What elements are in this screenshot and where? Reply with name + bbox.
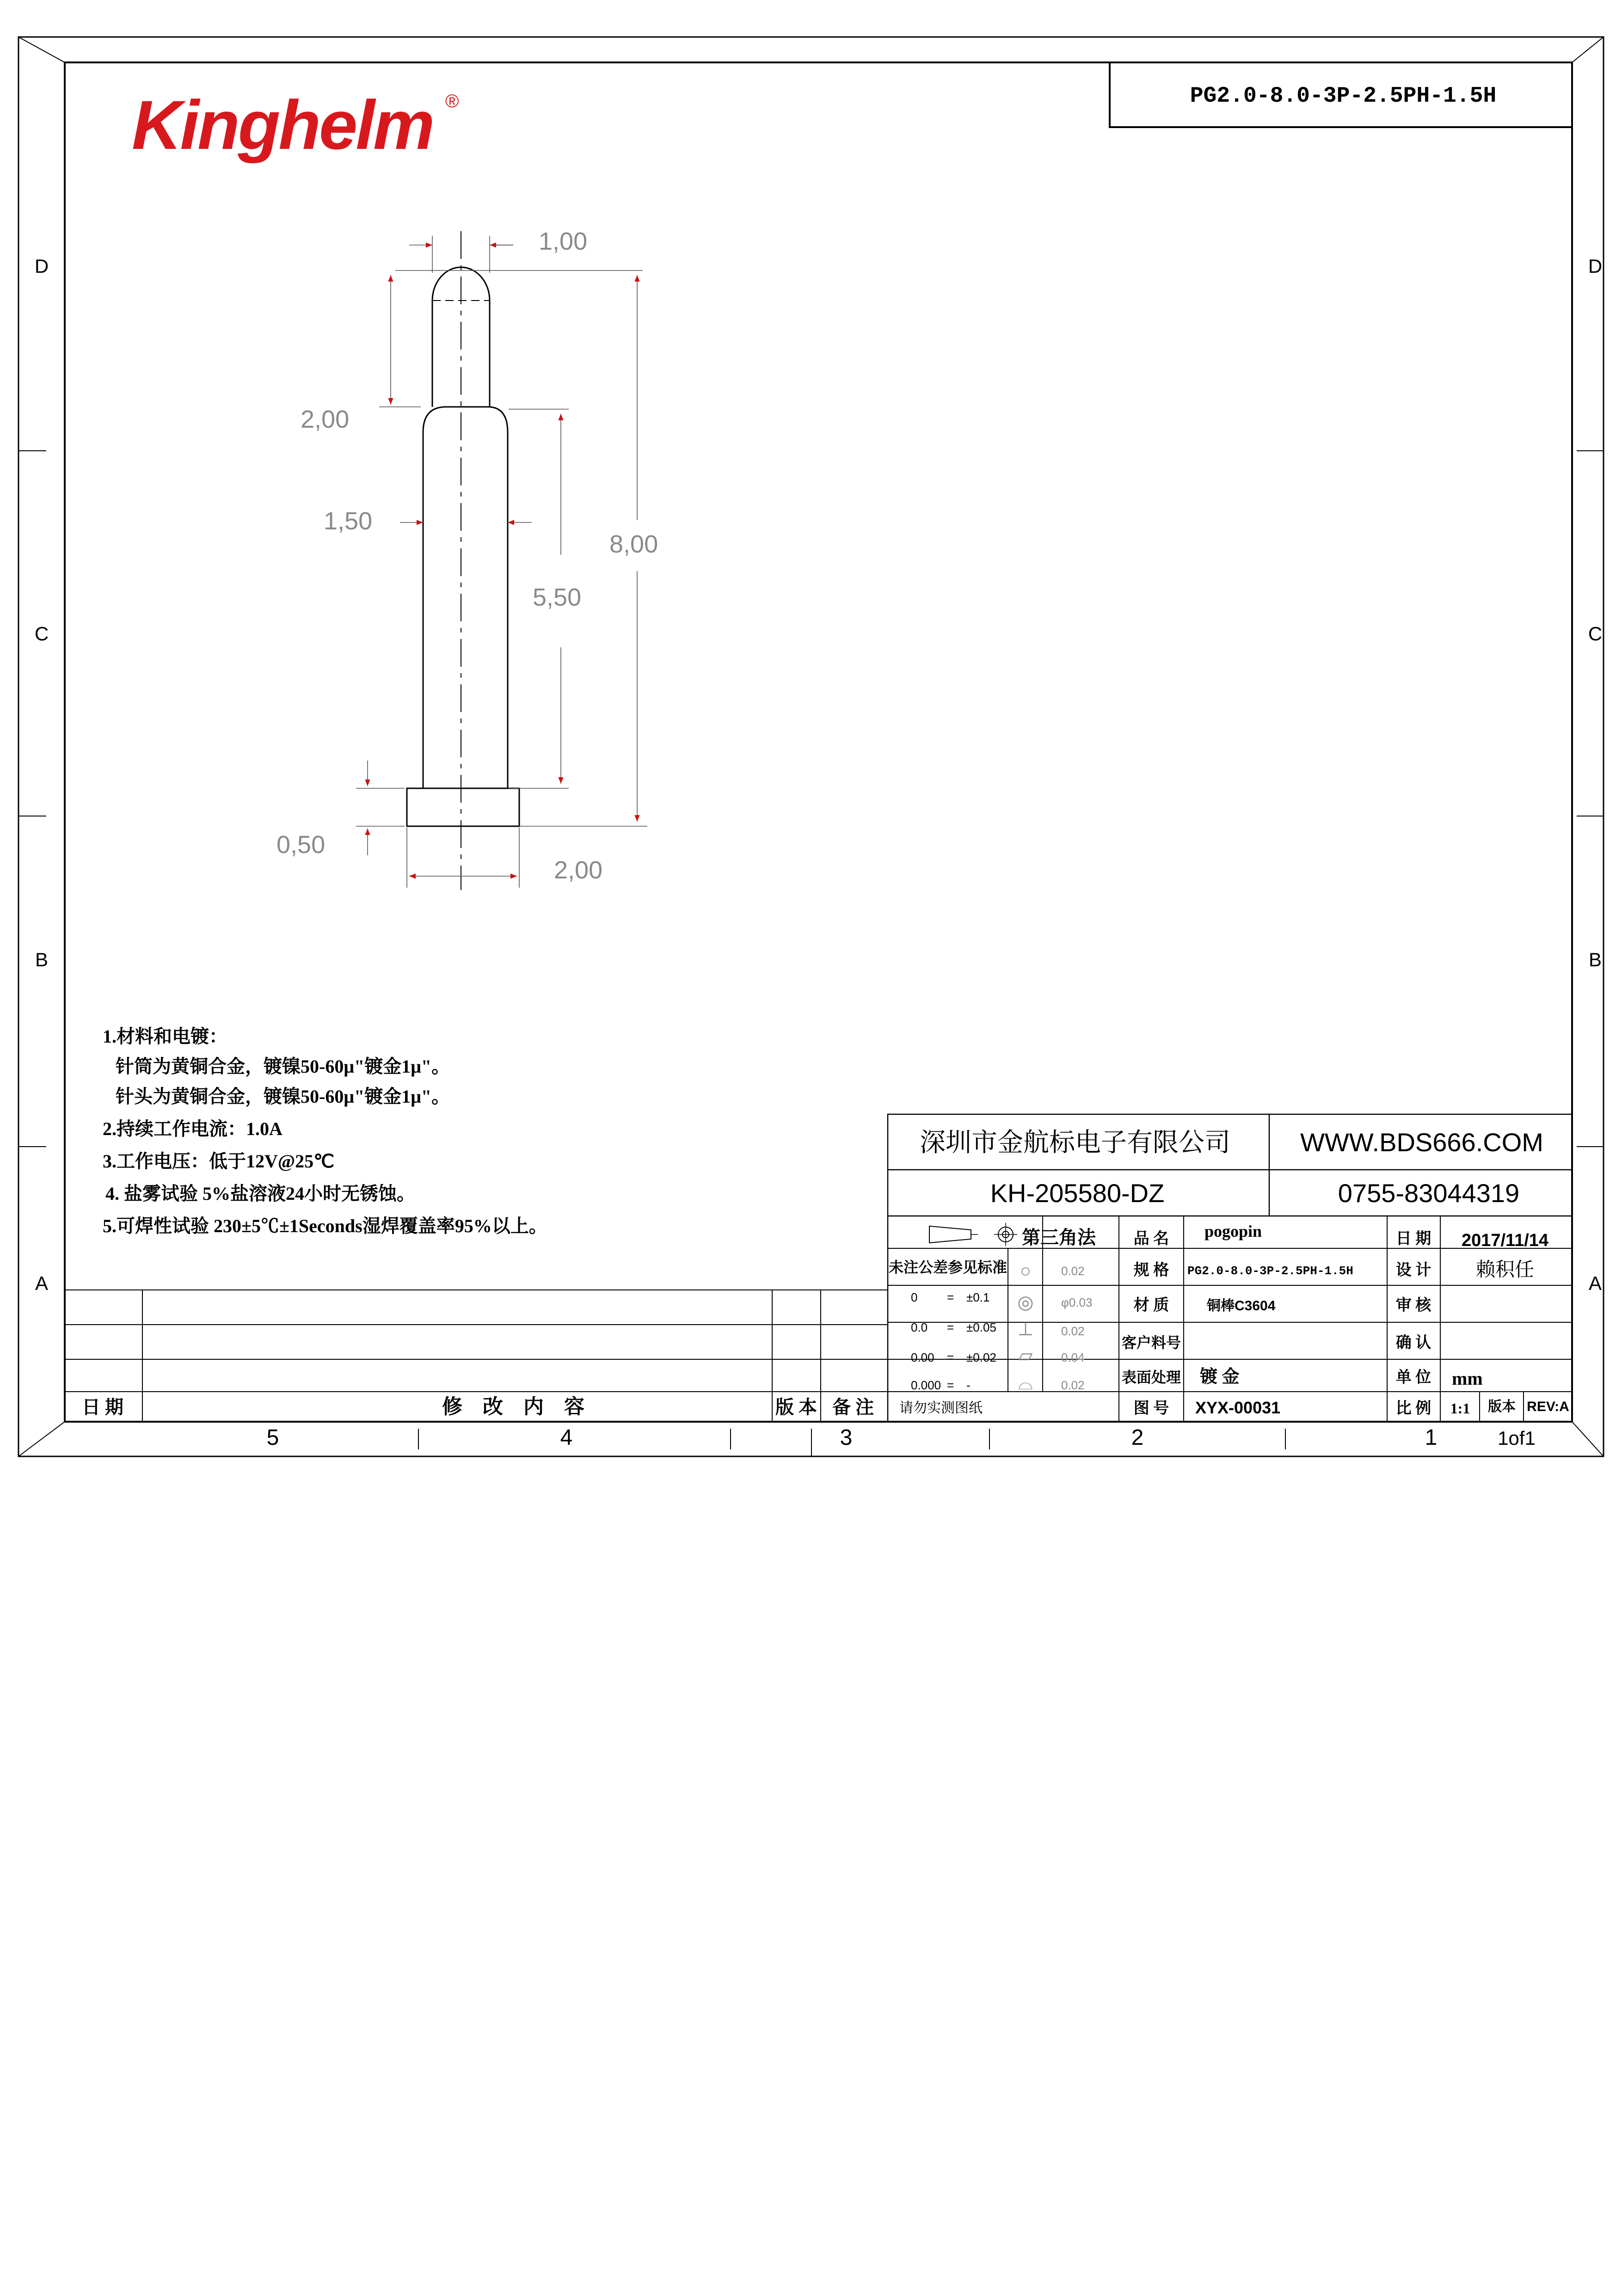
company-phone: 0755-83044319 — [1338, 1179, 1520, 1208]
concentricity-value: φ0.03 — [1061, 1295, 1093, 1309]
surface-value: 镀 金 — [1200, 1367, 1240, 1387]
revision-content-header: 修 改 内 容 — [442, 1395, 584, 1418]
do-not-measure-note: 请勿实测图纸 — [899, 1400, 983, 1416]
profile-icon: ⌓ — [1018, 1373, 1033, 1394]
tolerance-rows — [911, 1290, 996, 1392]
tol-row-3-digits: 0.00 — [911, 1351, 934, 1364]
zone-col-3: 3 — [840, 1425, 853, 1450]
company-name: 深圳市金航标电子有限公司 — [920, 1128, 1230, 1157]
flatness-icon: ▱ — [1018, 1345, 1033, 1366]
tol-row-1-eq: = — [947, 1290, 954, 1304]
logo-text: Kinghelm — [132, 86, 433, 164]
title-box — [1110, 62, 1572, 127]
material-label: 材 质 — [1133, 1297, 1169, 1314]
spec-label: 规 格 — [1133, 1262, 1169, 1279]
tol-row-1-value: ±0.1 — [966, 1290, 990, 1304]
zone-row-right-1: D — [1588, 255, 1603, 277]
revision-version-header: 版 本 — [775, 1397, 817, 1418]
geometric-tolerances — [1018, 1261, 1093, 1394]
designer-label: 设 计 — [1395, 1262, 1432, 1279]
tol-row-2-eq: = — [947, 1320, 954, 1334]
tol-row-1-digits: 0 — [911, 1290, 918, 1304]
date-label: 日 期 — [1395, 1230, 1432, 1247]
dim-total-length: 8,00 — [609, 530, 658, 558]
date-value: 2017/11/14 — [1461, 1231, 1549, 1250]
zone-row-left-2: C — [34, 623, 49, 645]
drawing-number-label: 图 号 — [1133, 1400, 1169, 1417]
document-code: KH-205580-DZ — [990, 1179, 1165, 1208]
dim-barrel-length: 5,50 — [533, 583, 582, 611]
zone-labels — [35, 255, 1602, 1450]
drawing-frame — [18, 37, 1604, 1456]
confirm-label: 确 认 — [1395, 1334, 1432, 1351]
version-label: 版本 — [1488, 1399, 1516, 1414]
tolerance-standard-label: 未注公差参见标准 — [888, 1259, 1008, 1276]
company-website: WWW.BDS666.COM — [1300, 1128, 1543, 1157]
profile-value: 0.02 — [1061, 1378, 1085, 1392]
zone-row-right-3: B — [1588, 949, 1602, 970]
reviewer-label: 审 核 — [1395, 1297, 1432, 1314]
material-value: 铜棒C3604 — [1207, 1298, 1276, 1314]
logo-registered-mark: ® — [445, 91, 459, 111]
tol-row-4-eq: = — [947, 1378, 954, 1392]
dimension-values — [276, 227, 658, 884]
dim-tip-diameter: 1,00 — [539, 227, 588, 255]
tol-row-4-digits: 0.000 — [911, 1378, 941, 1392]
unit-value: mm — [1452, 1368, 1483, 1389]
tol-row-4-value: - — [966, 1378, 971, 1392]
zone-col-4: 4 — [560, 1425, 573, 1450]
flatness-value: 0.04 — [1061, 1351, 1085, 1364]
part-number-title: PG2.0-8.0-3P-2.5PH-1.5H — [1190, 84, 1497, 109]
customer-part-label: 客户料号 — [1121, 1334, 1181, 1351]
dimension-lines — [356, 236, 647, 888]
note-line-5: 3.工作电压：低于12V@25℃ — [103, 1151, 335, 1172]
note-line-4: 2.持续工作电流：1.0A — [103, 1118, 283, 1139]
note-line-2: 针筒为黄铜合金，镀镍50-60μ"镀金1μ"。 — [116, 1056, 450, 1077]
revision-remark-header: 备 注 — [832, 1397, 874, 1418]
zone-row-right-4: A — [1588, 1272, 1602, 1294]
spec-value: PG2.0-8.0-3P-2.5PH-1.5H — [1187, 1264, 1353, 1278]
name-value: pogopin — [1204, 1222, 1262, 1240]
version-value: REV:A — [1527, 1399, 1569, 1414]
dim-tip-length: 2,00 — [301, 405, 350, 433]
note-line-7: 5.可焊性试验 230±5℃±1Seconds湿焊覆盖率95%以上。 — [103, 1216, 547, 1236]
tol-row-3-eq: = — [947, 1351, 954, 1364]
dim-flange-diameter: 2,00 — [554, 856, 603, 884]
zone-col-5: 5 — [266, 1425, 279, 1450]
designer-value: 赖积任 — [1475, 1259, 1535, 1280]
zone-row-left-4: A — [35, 1272, 49, 1294]
zone-col-2: 2 — [1131, 1425, 1144, 1450]
drawing-number-value: XYX-00031 — [1195, 1398, 1281, 1417]
revision-table — [65, 1290, 888, 1422]
scale-label: 比 例 — [1395, 1400, 1432, 1417]
technical-notes — [103, 1026, 547, 1236]
roundness-value: 0.02 — [1061, 1264, 1085, 1278]
zone-col-1: 1 — [1425, 1425, 1438, 1450]
zone-row-left-3: B — [35, 949, 49, 970]
title-block — [888, 1114, 1572, 1422]
third-angle-projection-symbol — [929, 1223, 1017, 1246]
note-line-1: 1.材料和电镀： — [103, 1026, 227, 1047]
zone-row-left-1: D — [34, 255, 49, 277]
scale-value: 1:1 — [1450, 1400, 1470, 1417]
pin-barrel — [423, 407, 508, 788]
tol-row-2-value: ±0.05 — [966, 1320, 996, 1334]
sheet-number: 1of1 — [1498, 1427, 1536, 1449]
pin-flange — [407, 788, 519, 826]
roundness-icon: ○ — [1020, 1261, 1032, 1281]
kinghelm-logo — [132, 86, 459, 164]
name-label: 品 名 — [1133, 1230, 1169, 1247]
tol-row-2-digits: 0.0 — [911, 1320, 928, 1334]
perpendicularity-value: 0.02 — [1061, 1324, 1085, 1338]
dim-flange-thickness: 0,50 — [276, 831, 326, 859]
revision-date-header: 日 期 — [82, 1397, 123, 1418]
tol-row-3-value: ±0.02 — [966, 1351, 996, 1364]
unit-label: 单 位 — [1395, 1369, 1432, 1386]
perpendicularity-icon: ⊥ — [1017, 1319, 1034, 1339]
pogo-pin-drawing — [407, 231, 519, 890]
projection-method: 第三角法 — [1022, 1227, 1096, 1248]
note-line-6: 4. 盐雾试验 5%盐溶液24小时无锈蚀。 — [105, 1183, 415, 1204]
dim-barrel-diameter: 1,50 — [324, 507, 373, 535]
concentricity-icon: ◎ — [1017, 1292, 1034, 1313]
zone-row-right-2: C — [1588, 623, 1603, 645]
note-line-3: 针头为黄铜合金，镀镍50-60μ"镀金1μ"。 — [116, 1086, 450, 1107]
surface-label: 表面处理 — [1121, 1369, 1181, 1386]
